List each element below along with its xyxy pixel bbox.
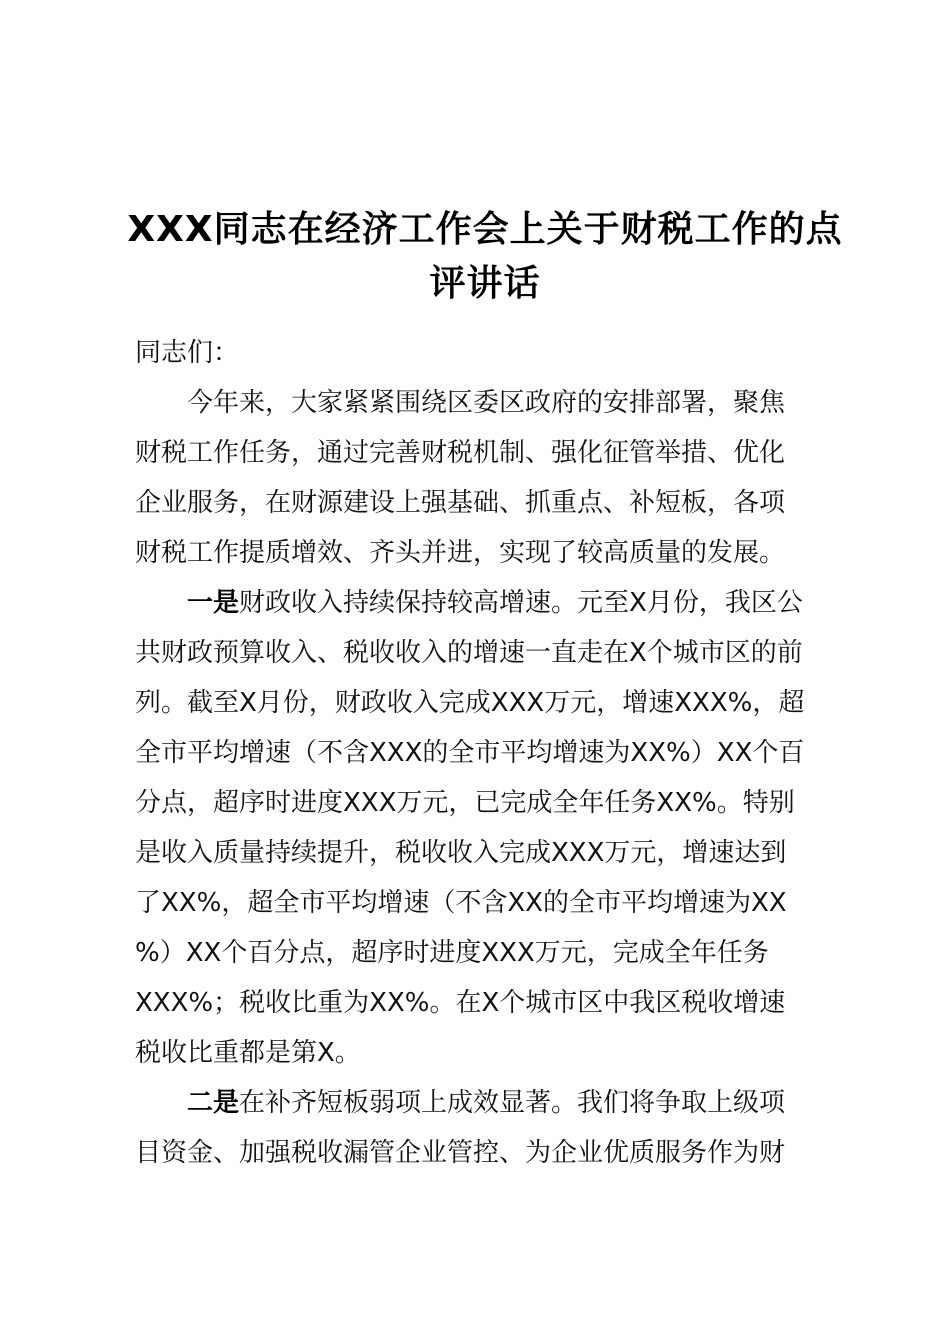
- paragraph-line: 全市平均增速（不含XXX的全市平均增速为XX%）XX个百: [135, 738, 805, 768]
- paragraph-line: 目资金、加强税收漏管企业管控、为企业优质服务作为财: [135, 1138, 786, 1168]
- paragraph-line: 是收入质量持续提升，税收收入完成XXX万元，增速达到: [135, 838, 787, 868]
- paragraph-line: 财税工作任务，通过完善财税机制、强化征管举措、优化: [135, 438, 786, 468]
- title-line-1: XXX同志在经济工作会上关于财税工作的点: [127, 209, 843, 250]
- paragraph-line: [135, 578, 855, 628]
- paragraph-line: 税收比重都是第X。: [135, 1038, 361, 1068]
- paragraph-line: 今年来，大家紧紧围绕区委区政府的安排部署，聚焦: [187, 388, 786, 418]
- paragraph-intro: [135, 378, 855, 578]
- title-line-2: 评讲话: [429, 263, 541, 304]
- paragraph-line: 分点，超序时进度XXX万元，已完成全年任务XX%。特别: [135, 788, 795, 818]
- paragraph-line: %）XX个百分点，超序时进度XXX万元，完成全年任务: [135, 938, 769, 968]
- paragraph-line: [135, 1078, 855, 1128]
- paragraph-line: 共财政预算收入、税收收入的增速一直走在X个城市区的前: [135, 638, 803, 668]
- paragraph-point-two: [135, 1078, 855, 1178]
- paragraph-line: 财税工作提质增效、齐头并进，实现了较高质量的发展。: [135, 538, 786, 568]
- paragraph-line: 了XX%，超全市平均增速（不含XX的全市平均增速为XX: [135, 888, 787, 918]
- paragraph-line-text: 财政收入持续保持较高增速。元至X月份，我区公: [239, 588, 803, 618]
- salutation: 同志们：: [135, 338, 240, 368]
- paragraph-line: XXX%；税收比重为XX%。在X个城市区中我区税收增速: [135, 988, 786, 1018]
- document-body: [135, 328, 855, 1178]
- point-one-lead: 一是: [187, 588, 240, 618]
- paragraph-line: 列。截至X月份，财政收入完成XXX万元，增速XXX%，超: [135, 688, 805, 718]
- point-two-lead: 二是: [187, 1088, 240, 1118]
- paragraph-line: 企业服务，在财源建设上强基础、抓重点、补短板，各项: [135, 488, 786, 518]
- document-title: [120, 203, 850, 311]
- paragraph-line-text: 在补齐短板弱项上成效显著。我们将争取上级项: [239, 1088, 786, 1118]
- paragraph-point-one: [135, 578, 855, 1078]
